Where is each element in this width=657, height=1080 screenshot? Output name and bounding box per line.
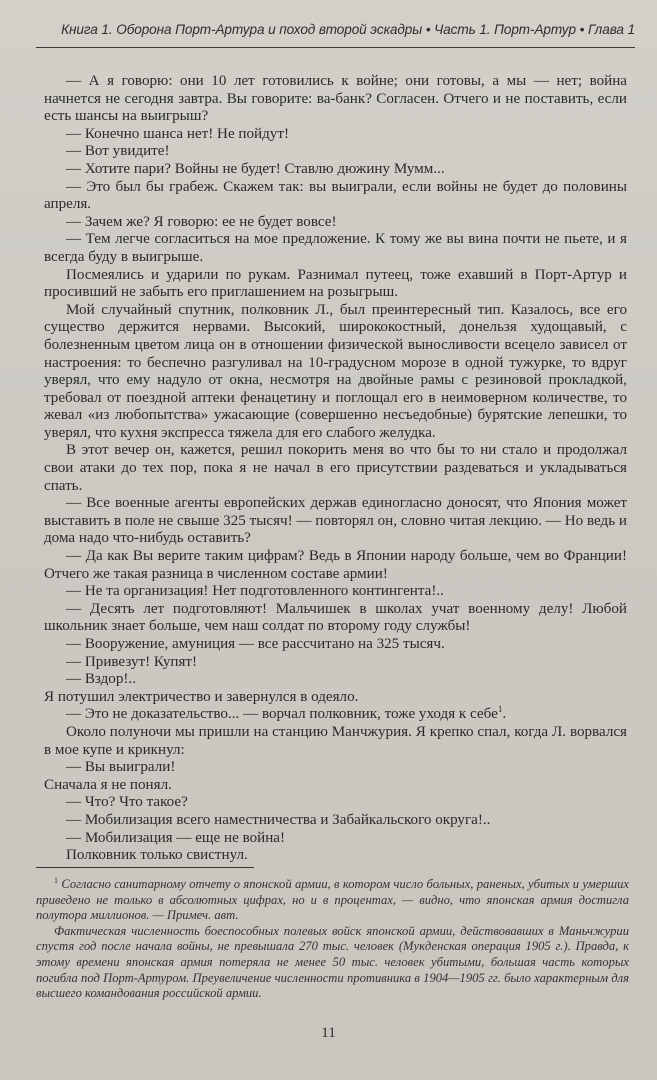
paragraph: — Тем легче согласиться на мое предложение. К тому же вы вина почти не пьете, и я всегда буду в выигрыше. xyxy=(44,231,627,265)
paragraph: В этот вечер он, кажется, решил покорить меня во что бы то ни стало и продолжал свои атаки до тех пор, пока я не начал в его присутствии раздеваться и укладываться спать. xyxy=(44,442,627,494)
footnote xyxy=(36,877,629,924)
paragraph: — Не та организация! Нет подготовленного контингента!.. xyxy=(66,583,444,600)
paragraph: — Десять лет подготовляют! Мальчишек в школах учат военному делу! Любой школьник знает больше, чем наш солдат по второму году службы! xyxy=(44,600,627,635)
paragraph: Сначала я не понял. xyxy=(44,776,172,793)
paragraph: — Да как Вы верите таким цифрам? Ведь в Японии народу больше, чем во Франции! Отчего же такая разница в численном составе армии! xyxy=(44,548,627,582)
paragraph-with-footnote: — Это не доказательство... — ворчал полковник, тоже уходя к себе$^1$. xyxy=(66,704,507,723)
paragraph: — Все военные агенты европейских держав единогласно доносят, что Япония может выставить в поле не свыше 325 тысяч! — повторял он, словно читая лекцию. — Но ведь и дома надо что-нибудь оставить? xyxy=(44,495,627,547)
paragraph: — Вооружение, амуниция — все рассчитано на 325 тысяч. xyxy=(66,636,445,652)
page-number: 11 xyxy=(321,1025,336,1041)
paragraph: Полковник только свистнул. xyxy=(66,847,248,864)
paragraph: — Вы выиграли! xyxy=(66,759,176,776)
paragraph: — Хотите пари? Войны не будет! Ставлю дюжину Мумм... xyxy=(66,160,445,177)
paragraph: — Привезут! Купят! xyxy=(66,653,198,670)
paragraph: — Конечно шанса нет! Не пойдут! xyxy=(66,125,289,142)
paragraph: Я потушил электричество и завернулся в одеяло. xyxy=(44,688,359,705)
paragraph: Мой случайный спутник, полковник Л., был преинтересный тип. Казалось, все его существо держится нервами. Высокий, ширококостный, донельзя худощавый, с болезненным цветом лица он в отношении физической выносливости всецело зависел от настроения: то беспечно разгуливал на 10-градусном морозе в одной тужурке, то вдруг уверял, что ему надуло от окна, несмотря на двойные рамы с резиновой прокладкой, требовал от поездной аптеки фенацетину и поглощал его в неимоверном количестве, то жевал «из любопытства» ужасающие (совершенно несъедобные) бурятские лепешки, то уверял, что кухня экспресса тяжела для его слабого желудка. xyxy=(44,301,627,441)
running-header xyxy=(30,22,635,48)
paragraph: — Мобилизация — еще не война! xyxy=(66,829,286,846)
footnote-text: Согласно санитарному отчету о японской армии, в котором число больных, раненых, убитых и умерших приведено не только в абсолютных цифрах, но и в процентах, — видно, что японская армия достигла полутора миллионов. — Примеч. авт. xyxy=(36,877,629,923)
footnotes xyxy=(36,877,629,1002)
footnote-mark: 1 xyxy=(54,875,58,885)
running-header-text: Книга 1. Оборона Порт-Артура и поход второй эскадры • Часть 1. Порт-Артур • Глава 1 xyxy=(61,22,635,37)
paragraph: — Вздор!.. xyxy=(66,671,136,688)
paragraph: — Мобилизация всего наместничества и Забайкальского округа!.. xyxy=(66,811,491,828)
paragraph: — Что? Что такое? xyxy=(66,794,188,811)
footnote-reference[interactable]: 1 xyxy=(497,704,503,715)
footnote-continuation: Фактическая численность боеспособных полевых войск японской армии, действовавших в Маньчжурии спустя год после начала войны, не превышала 270 тыс. человек (Мукденская операция 1905 г.). Правда, к этому времени японская армия потеряла не менее 50 тыс. человек убитыми, большая часть которых погибла под Порт-Артуром. Преувеличение численности противника в 1904—1905 гг. было характерным для высшего командования российской армии. xyxy=(36,923,629,1001)
paragraph: — Это был бы грабеж. Скажем так: вы выиграли, если войны не будет до половины апреля. xyxy=(44,178,627,213)
header-rule xyxy=(36,47,635,48)
paragraph: Около полуночи мы пришли на станцию Манчжурия. Я крепко спал, когда Л. ворвался в мое купе и крикнул: xyxy=(44,723,627,758)
main-text xyxy=(44,73,627,865)
paragraph: Посмеялись и ударили по рукам. Разнимал путеец, тоже ехавший в Порт-Артур и просивший не забыть его приглашением на розыгрыш. xyxy=(44,266,627,301)
paragraph-text: — Это не доказательство... — ворчал полковник, тоже уходя к себе xyxy=(66,706,498,723)
paragraph: — Зачем же? Я говорю: ее не будет вовсе! xyxy=(66,213,337,230)
paragraph: — А я говорю: они 10 лет готовились к войне; они готовы, а мы — нет; война начнется не сегодня завтра. Вы говорите: ва-банк? Согласен. Отчего и не поставить, если есть шансы на выигрыш? xyxy=(44,73,627,125)
footnote-rule xyxy=(36,867,254,868)
paragraph: — Вот увидите! xyxy=(66,143,170,160)
